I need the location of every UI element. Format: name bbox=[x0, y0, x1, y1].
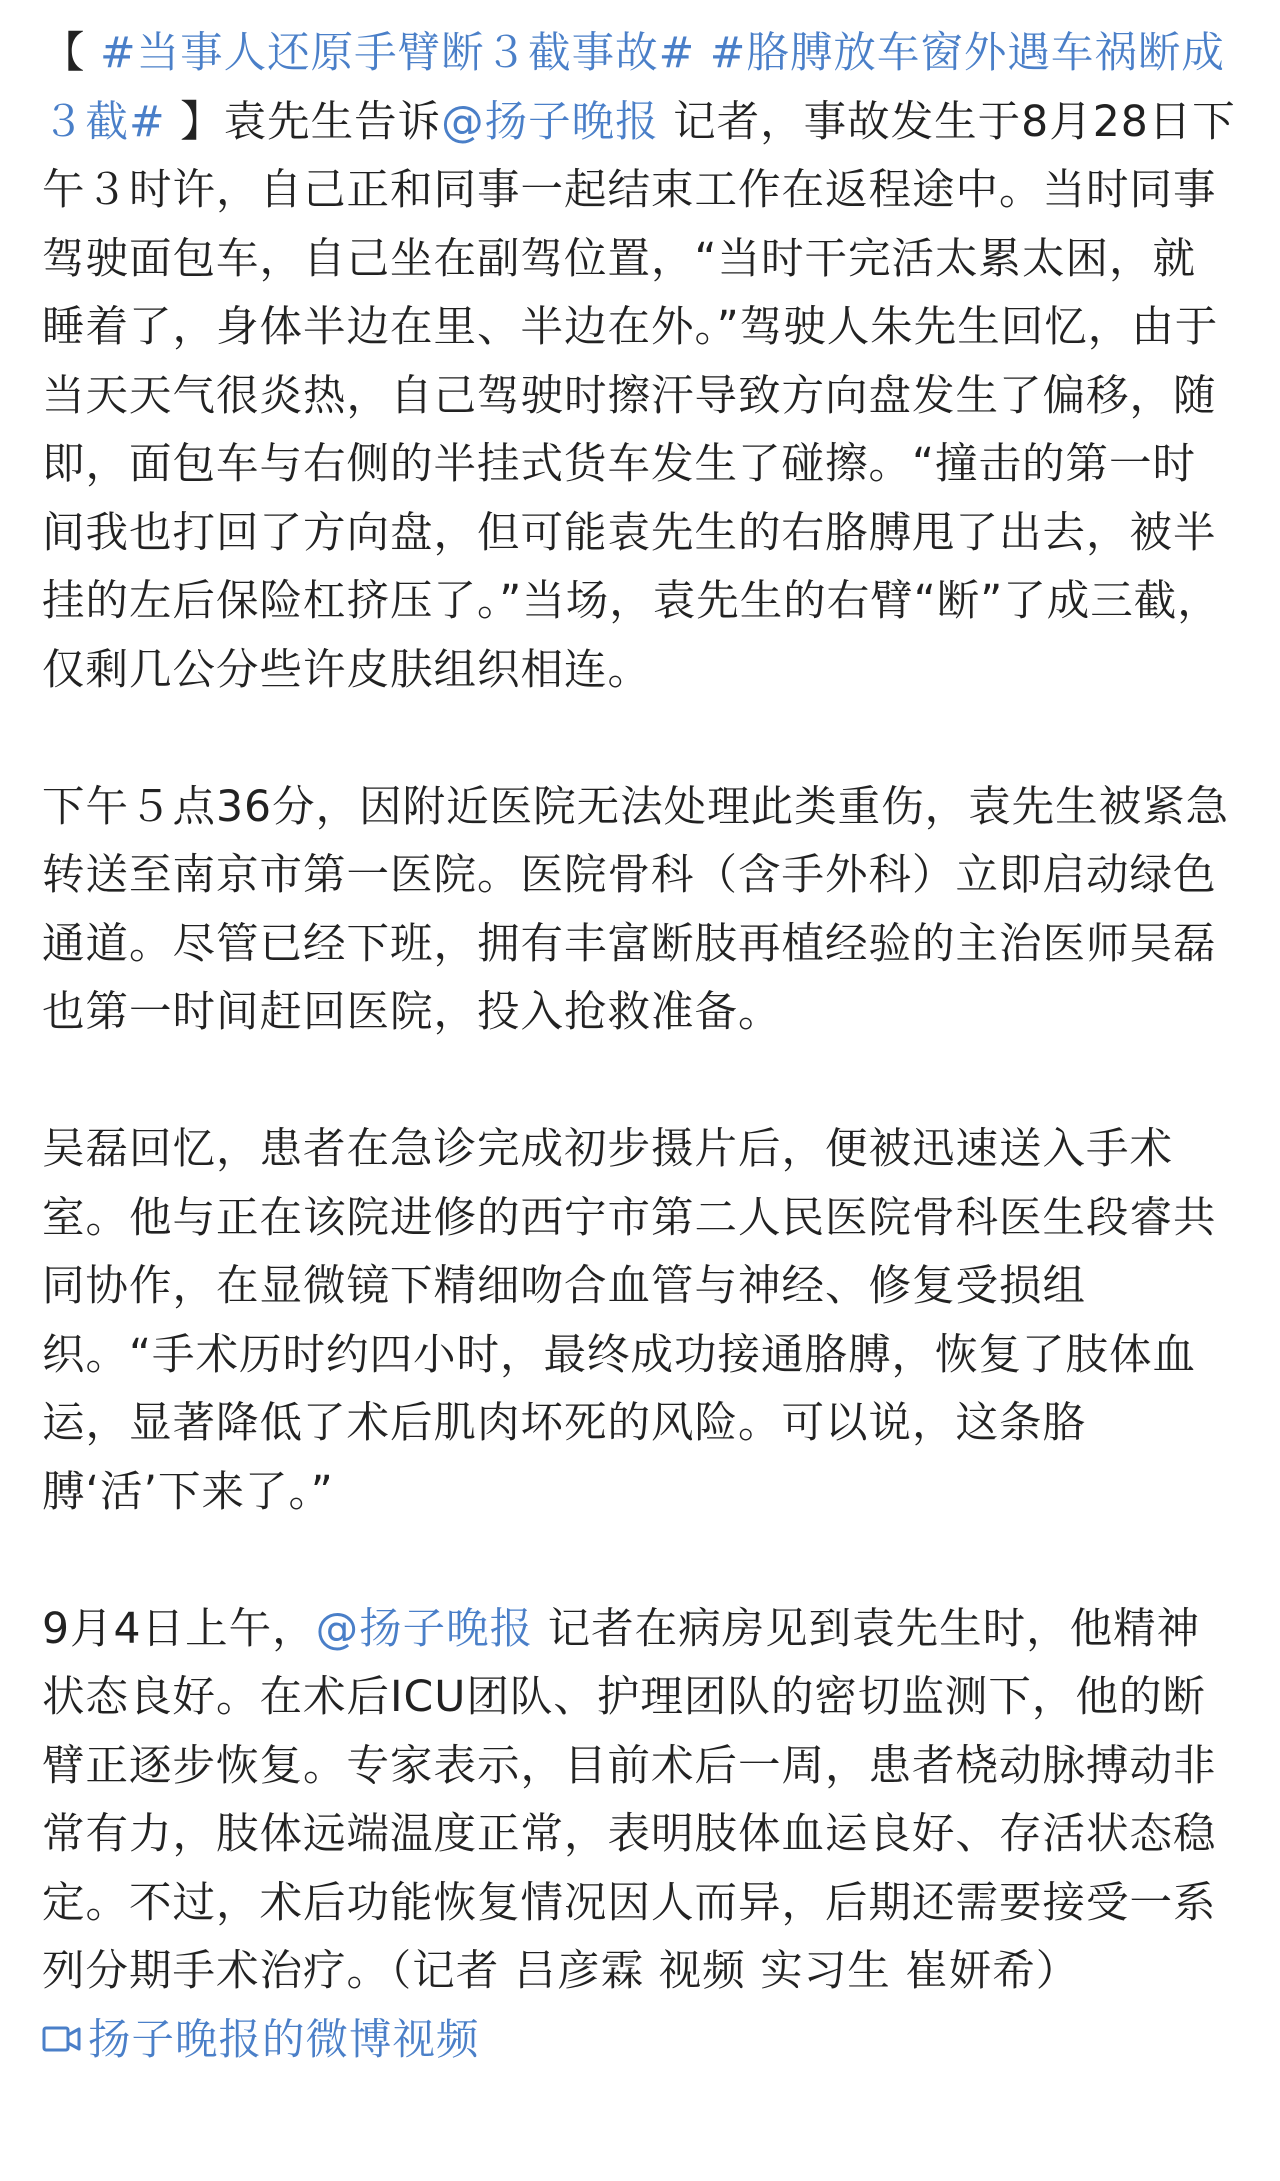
mention-link-yangzi-evening[interactable]: @扬子晚报 bbox=[315, 1604, 534, 1654]
paragraph-3: 吴磊回忆，患者在急诊完成初步摄片后，便被迅速送入手术室。他与正在该院进修的西宁市第二人民医院骨科医生段睿共同协作，在显微镜下精细吻合血管与神经、修复受损组织。“手术历时约四小时，最终成功接通胳膊，恢复了肢体血运，显著降低了术后肌肉坏死的风险。可以说，这条胳膊‘活’下来了。” bbox=[42, 1125, 1217, 1517]
close-bracket: 】 bbox=[165, 97, 224, 147]
hashtag-link-arm-broken[interactable]: #当事人还原手臂断３截事故# bbox=[100, 29, 696, 78]
hashtag-link-arm-out-window[interactable]: #胳膊放车窗外遇车祸断成３截# bbox=[42, 29, 1225, 147]
paragraph-2: 下午５点36分，因附近医院无法处理此类重伤，袁先生被紧急转送至南京市第一医院。医院骨科（含手外科）立即启动绿色通道。尽管已经下班，拥有丰富断肢再植经验的主治医师吴磊也第一时间赶回医院，投入抢救准备。 bbox=[42, 782, 1230, 1037]
paragraph-1 bbox=[42, 20, 1238, 705]
paragraph-text: 袁先生告诉 bbox=[223, 97, 442, 147]
paragraph-text: 记者在病房见到袁先生时，他精神状态良好。在术后ICU团队、护理团队的密切监测下，他的断臂正逐步恢复。专家表示，目前术后一周，患者桡动脉搏动非常有力，肢体远端温度正常，表明肢体血运良好、存活状态稳定。不过，术后功能恢复情况因人而异，后期还需要接受一系列分期手术治疗。（记者 吕彦霖 视频 实习生 崔妍希） bbox=[42, 1604, 1217, 1996]
mention-link-yangzi-evening[interactable]: @扬子晚报 bbox=[441, 97, 659, 147]
weibo-video-link[interactable] bbox=[42, 2016, 480, 2065]
video-icon bbox=[42, 2009, 82, 2078]
paragraph-text: 9月4日上午， bbox=[42, 1604, 316, 1654]
video-link-label: 扬子晚报的微博视频 bbox=[88, 2015, 480, 2065]
paragraph-text: 记者，事故发生于8月28日下午３时许，自己正和同事一起结束工作在返程途中。当时同事驾驶面包车，自己坐在副驾位置，“当时干完活太累太困，就睡着了，身体半边在里、半边在外。”驾驶人朱先生回忆，由于当天天气很炎热，自己驾驶时擦汗导致方向盘发生了偏移，随即，面包车与右侧的半挂式货车发生了碰擦。“撞击的第一时间我也打回了方向盘，但可能袁先生的右胳膊甩了出去，被半挂的左后保险杠挤压了。”当场，袁先生的右臂“断”了成三截，仅剩几公分些许皮肤组织相连。 bbox=[42, 97, 1236, 695]
spacer bbox=[695, 29, 710, 78]
open-bracket: 【 bbox=[42, 29, 101, 78]
paragraph-4 bbox=[42, 1596, 1238, 2078]
